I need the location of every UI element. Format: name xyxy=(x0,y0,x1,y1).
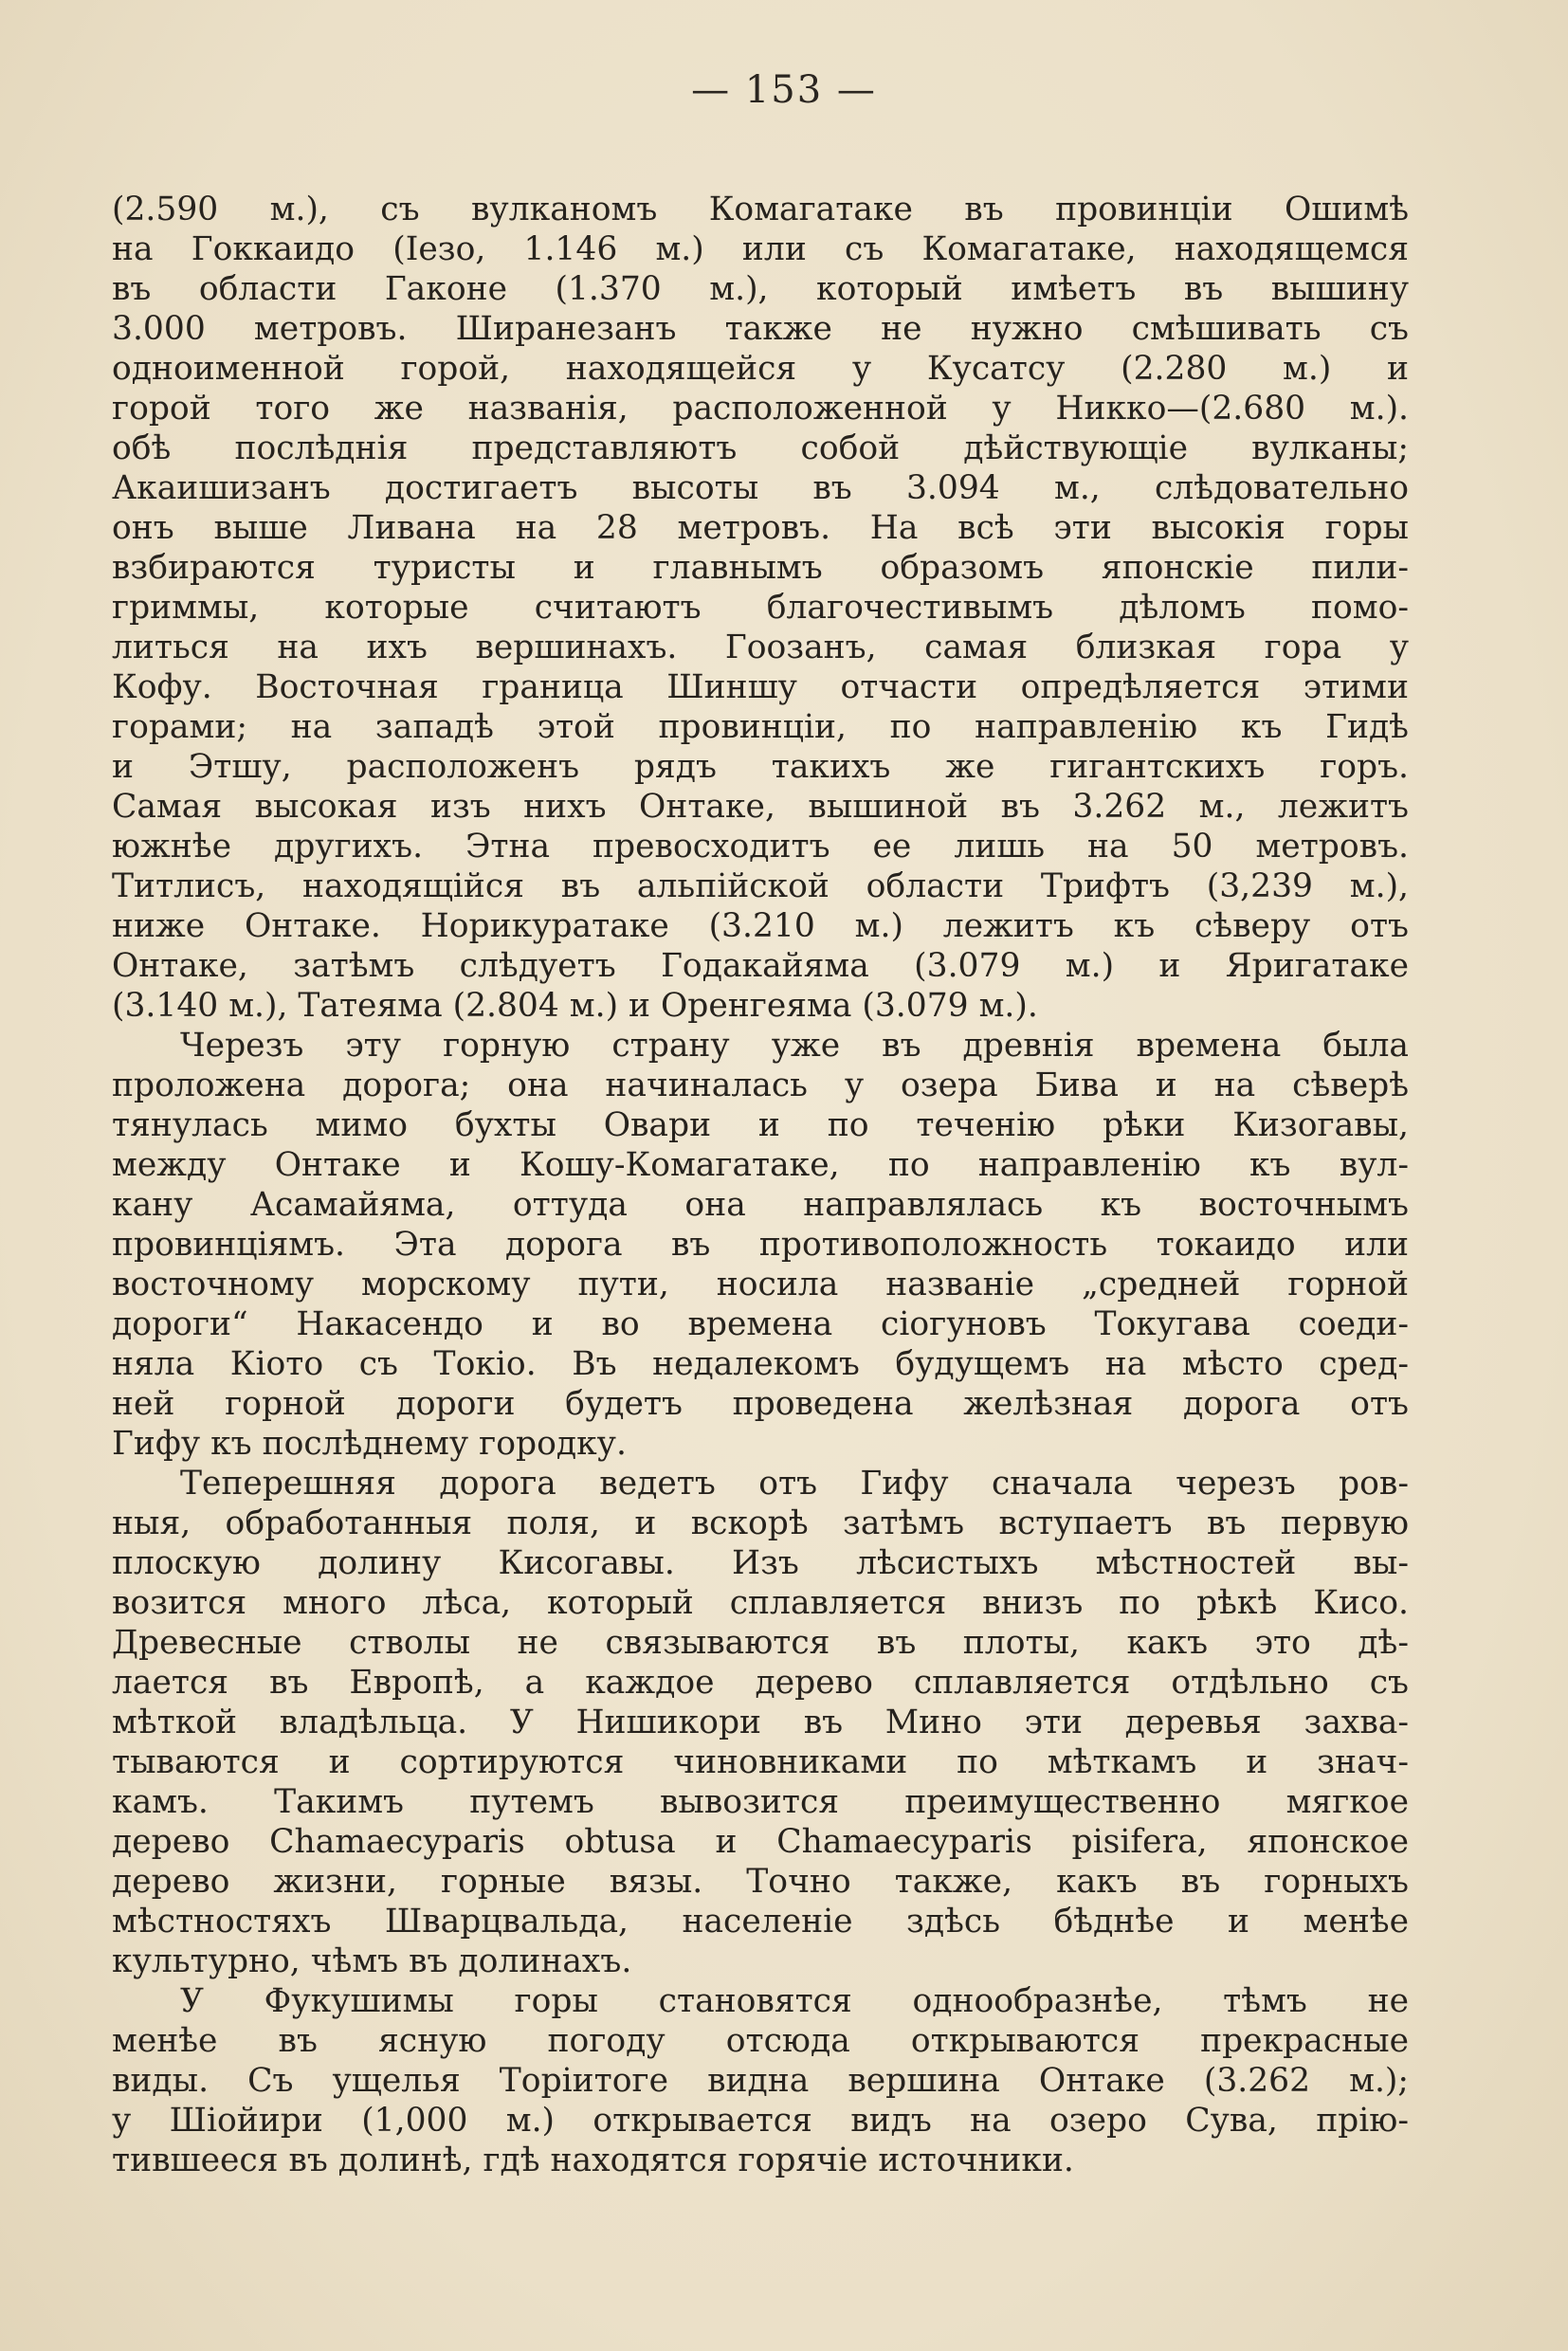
text-line: плоскую долину Кисогавы. Изъ лѣсистыхъ мѣстностей вы- xyxy=(112,1544,1409,1582)
text-line: и Этшу, расположенъ рядъ такихъ же гигантскихъ горъ. xyxy=(112,748,1409,786)
text-line: (3.140 м.), Татеяма (2.804 м.) и Оренгеяма (3.079 м.). xyxy=(112,987,1038,1025)
text-line: въ области Гаконе (1.370 м.), который имѣетъ въ вышину xyxy=(112,270,1409,308)
text-line: Титлисъ, находящійся въ альпійской области Трифтъ (3,239 м.), xyxy=(112,867,1409,905)
text-line: Черезъ эту горную страну уже въ древнія времена была xyxy=(180,1027,1409,1065)
text-line: у Шіойири (1,000 м.) открывается видъ на озеро Сува, прію- xyxy=(112,2102,1409,2140)
body-text xyxy=(112,190,1409,2180)
text-line: Гифу къ послѣднему городку. xyxy=(112,1425,627,1463)
text-line: Самая высокая изъ нихъ Онтаке, вышиной въ 3.262 м., лежитъ xyxy=(112,788,1409,826)
text-line: Древесные стволы не связываются въ плоты, какъ это дѣ- xyxy=(112,1624,1409,1662)
text-line: онъ выше Ливана на 28 метровъ. На всѣ эти высокія горы xyxy=(112,509,1409,547)
text-line: литься на ихъ вершинахъ. Гоозанъ, самая близкая гора у xyxy=(112,629,1409,666)
text-line: мѣстностяхъ Шварцвальда, населеніе здѣсь бѣднѣе и менѣе xyxy=(112,1903,1409,1941)
text-line: ниже Онтаке. Норикуратаке (3.210 м.) лежитъ къ сѣверу отъ xyxy=(112,907,1409,945)
text-line: тываются и сортируются чиновниками по мѣткамъ и знач- xyxy=(112,1743,1409,1781)
text-line: провинціямъ. Эта дорога въ противоположность токаидо или xyxy=(112,1226,1409,1264)
text-line: менѣе въ ясную погоду отсюда открываются прекрасные xyxy=(112,2022,1409,2060)
text-line: дерево жизни, горные вязы. Точно также, какъ въ горныхъ xyxy=(112,1863,1409,1901)
text-line: возится много лѣса, который сплавляется внизъ по рѣкѣ Кисо. xyxy=(112,1584,1409,1622)
text-line: гриммы, которые считаютъ благочестивымъ дѣломъ помо- xyxy=(112,589,1409,627)
text-line: взбираются туристы и главнымъ образомъ японскіе пили- xyxy=(112,549,1409,587)
text-line: Кофу. Восточная граница Шиншу отчасти опредѣляется этими xyxy=(112,668,1409,706)
text-line: горами; на западѣ этой провинціи, по направленію къ Гидѣ xyxy=(112,708,1409,746)
text-line: кану Асамайяма, оттуда она направлялась къ восточнымъ xyxy=(112,1186,1409,1224)
text-line: Онтаке, затѣмъ слѣдуетъ Годакайяма (3.079 м.) и Яригатаке xyxy=(112,947,1409,985)
page-number: — 153 — xyxy=(691,68,877,112)
text-line: тившееся въ долинѣ, гдѣ находятся горячіе источники. xyxy=(112,2141,1074,2179)
text-line: мѣткой владѣльца. У Нишикори въ Мино эти деревья захва- xyxy=(112,1704,1409,1741)
text-line: тянулась мимо бухты Овари и по теченію рѣки Кизогавы, xyxy=(112,1106,1409,1144)
text-line: У Фукушимы горы становятся однообразнѣе, тѣмъ не xyxy=(180,1982,1409,2020)
text-line: на Гоккаидо (Іезо, 1.146 м.) или съ Комагатаке, находящемся xyxy=(112,230,1409,268)
text-line: Акаишизанъ достигаетъ высоты въ 3.094 м., слѣдовательно xyxy=(112,469,1409,507)
text-line: восточному морскому пути, носила названіе „средней горной xyxy=(112,1266,1409,1303)
text-line: ныя, обработанныя поля, и вскорѣ затѣмъ вступаетъ въ первую xyxy=(112,1504,1409,1542)
text-line: между Онтаке и Кошу-Комагатаке, по направленію къ вул- xyxy=(112,1146,1409,1184)
text-line: дерево Chamaecyparis obtusa и Chamaecyparis pisifera, японское xyxy=(112,1823,1409,1861)
text-line: няла Кіото съ Токіо. Въ недалекомъ будущемъ на мѣсто сред- xyxy=(112,1345,1409,1383)
text-line: лается въ Европѣ, а каждое дерево сплавляется отдѣльно съ xyxy=(112,1664,1409,1702)
text-line: южнѣе другихъ. Этна превосходитъ ее лишь на 50 метровъ. xyxy=(112,828,1409,866)
text-line: ней горной дороги будетъ проведена желѣзная дорога отъ xyxy=(112,1385,1409,1423)
text-line: обѣ послѣднія представляютъ собой дѣйствующіе вулканы; xyxy=(112,429,1409,467)
text-line: (2.590 м.), съ вулканомъ Комагатаке въ провинціи Ошимѣ xyxy=(112,191,1409,228)
text-line: проложена дорога; она начиналась у озера Бива и на сѣверѣ xyxy=(112,1066,1409,1104)
text-line: одноименной горой, находящейся у Кусатсу (2.280 м.) и xyxy=(112,350,1409,388)
text-line: камъ. Такимъ путемъ вывозится преимущественно мягкое xyxy=(112,1783,1409,1821)
text-line: Теперешняя дорога ведетъ отъ Гифу сначала черезъ ров- xyxy=(180,1465,1409,1503)
text-line: 3.000 метровъ. Ширанезанъ также не нужно смѣшивать съ xyxy=(112,310,1409,348)
text-line: виды. Съ ущелья Торіитоге видна вершина Онтаке (3.262 м.); xyxy=(112,2062,1409,2100)
text-line: горой того же названія, расположенной у Никко—(2.680 м.). xyxy=(112,390,1409,428)
text-line: дороги“ Накасендо и во времена сіогуновъ Токугава соеди- xyxy=(112,1305,1409,1343)
text-line: культурно, чѣмъ въ долинахъ. xyxy=(112,1942,632,1980)
